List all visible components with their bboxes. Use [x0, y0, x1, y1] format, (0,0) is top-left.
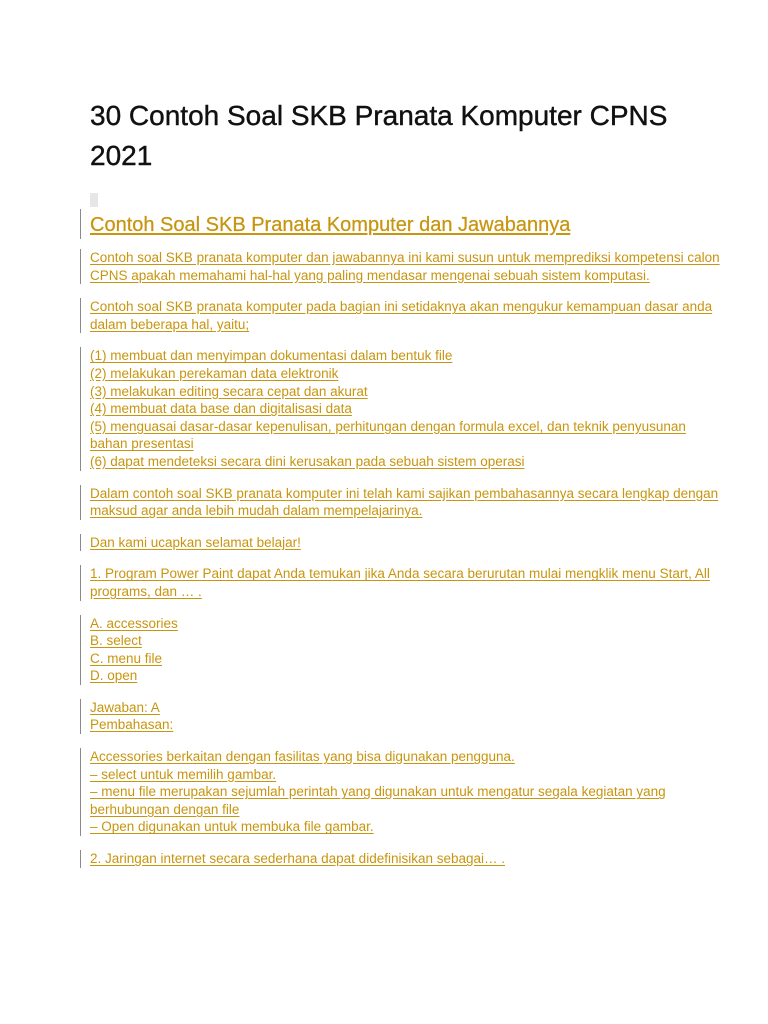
- ability-item[interactable]: (6) dapat mendeteksi secara dini kerusakan pada sebuah sistem operasi: [90, 453, 525, 469]
- ability-item[interactable]: (3) melakukan editing secara cepat dan akurat: [90, 383, 368, 399]
- option-c[interactable]: C. menu file: [90, 650, 163, 666]
- image-placeholder: [90, 193, 98, 207]
- ability-item[interactable]: (1) membuat dan menyimpan dokumentasi dalam bentuk file: [90, 348, 453, 364]
- section-heading-link[interactable]: Contoh Soal SKB Pranata Komputer dan Jawabannya: [90, 214, 571, 236]
- question-1-options: [80, 615, 720, 685]
- intro-paragraph-2: [80, 298, 720, 333]
- option-a[interactable]: A. accessories: [90, 615, 178, 631]
- abilities-list: [80, 347, 720, 470]
- greeting-paragraph: [80, 534, 720, 552]
- greeting-link[interactable]: Dan kami ucapkan selamat belajar!: [90, 534, 301, 550]
- question-2: [80, 850, 720, 868]
- option-b[interactable]: B. select: [90, 633, 142, 649]
- option-d[interactable]: D. open: [90, 668, 138, 684]
- intro-paragraph-3: [80, 485, 720, 520]
- intro-2-link[interactable]: Contoh soal SKB pranata komputer pada bagian ini setidaknya akan mengukur kemampuan dasar anda dalam beberapa hal, yaitu;: [90, 299, 713, 332]
- discussion-item[interactable]: – menu file merupakan sejumlah perintah yang digunakan untuk mengatur segala kegiatan yang berhubungan dengan file: [90, 784, 666, 817]
- intro-1-link[interactable]: Contoh soal SKB pranata komputer dan jawabannya ini kami susun untuk memprediksi kompetensi calon CPNS apakah memahami hal-hal yang paling mendasar mengenai sebuah sistem komputasi.: [90, 250, 720, 283]
- discussion-label[interactable]: Pembahasan:: [90, 717, 174, 733]
- article-body: [80, 209, 720, 882]
- question-1-answer: [80, 699, 720, 734]
- discussion-item[interactable]: – Open digunakan untuk membuka file gambar.: [90, 819, 374, 835]
- intro-3-link[interactable]: Dalam contoh soal SKB pranata komputer ini telah kami sajikan pembahasannya secara lengkap dengan maksud agar anda lebih mudah dalam mempelajarinya.: [90, 485, 719, 519]
- question-1-discussion: [80, 748, 720, 836]
- section-heading-block: [80, 209, 720, 239]
- ability-item[interactable]: (4) membuat data base dan digitalisasi data: [90, 401, 352, 417]
- question-2-text[interactable]: 2. Jaringan internet secara sederhana dapat didefinisikan sebagai… .: [90, 851, 506, 867]
- ability-item[interactable]: (2) melakukan perekaman data elektronik: [90, 365, 339, 381]
- intro-paragraph-1: [80, 249, 720, 284]
- ability-item[interactable]: (5) menguasai dasar-dasar kepenulisan, perhitungan dengan formula excel, dan teknik penyusunan bahan presentasi: [90, 418, 686, 452]
- page-title: 30 Contoh Soal SKB Pranata Komputer CPNS 2021: [90, 100, 668, 171]
- discussion-item[interactable]: – select untuk memilih gambar.: [90, 766, 277, 782]
- discussion-item[interactable]: Accessories berkaitan dengan fasilitas yang bisa digunakan pengguna.: [90, 749, 515, 765]
- answer-text[interactable]: Jawaban: A: [90, 699, 160, 715]
- question-1-text[interactable]: 1. Program Power Paint dapat Anda temukan jika Anda secara berurutan mulai mengklik menu Start, All programs, dan … .: [90, 566, 710, 599]
- question-1: [80, 565, 720, 600]
